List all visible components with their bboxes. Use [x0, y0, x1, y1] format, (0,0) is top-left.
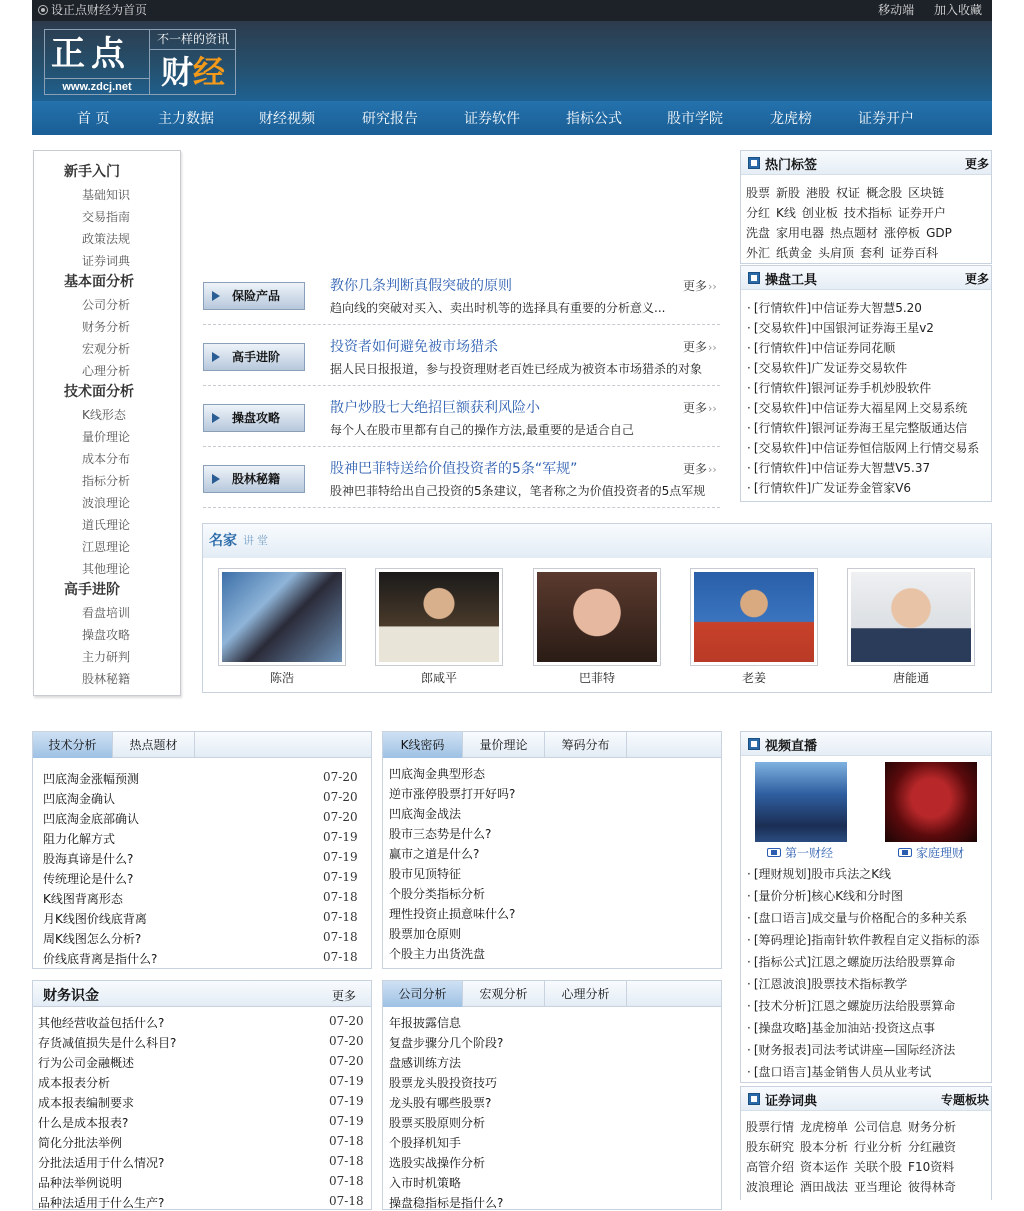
dict-title: 证券词典	[765, 1094, 818, 1109]
tab-hot-topics[interactable]: 热点题材	[113, 732, 195, 758]
sidebar-item[interactable]: 看盘培训	[82, 606, 131, 620]
nav-video[interactable]: 财经视频	[259, 111, 315, 127]
list-item[interactable]: 月K线图价线底背离	[43, 912, 147, 926]
video-panel	[740, 731, 992, 1083]
item-date: 07-19	[323, 830, 358, 844]
dict-row	[746, 1158, 960, 1175]
list-item[interactable]: 价线底背离是指什么?	[43, 952, 158, 966]
logo-slogan: 不一样的资讯	[149, 30, 236, 50]
sidebar-item[interactable]: 成本分布	[82, 452, 131, 466]
sidebar-item[interactable]: 操盘攻略	[82, 628, 131, 642]
expert-photo[interactable]	[690, 568, 818, 666]
item-date: 07-18	[323, 950, 358, 964]
divider	[203, 324, 720, 325]
list-item[interactable]: 股票加仓原则	[389, 927, 462, 941]
sidebar-item[interactable]: 财务分析	[82, 320, 131, 334]
feature-desc: 据人民日报报道，参与投资理财老百姓已经成为被资本市场猎杀的对象	[330, 362, 703, 376]
list-item[interactable]: 凹底淘金战法	[389, 807, 462, 821]
item-date: 07-19	[329, 1114, 364, 1128]
double-chevron-icon: ››	[708, 402, 717, 415]
hot-tags-panel	[740, 150, 992, 264]
video-header	[741, 732, 991, 756]
dict-more[interactable]: 专题板块	[940, 1093, 989, 1107]
video-icon	[748, 738, 760, 750]
list-item[interactable]: 凹底淘金确认	[43, 792, 116, 806]
list-item[interactable]: 赢市之道是什么?	[389, 847, 480, 861]
tool-link[interactable]: · [交易软件]中信证券恒信版网上行情交易系	[747, 439, 991, 456]
feature-title[interactable]: 投资者如何避免被市场猎杀	[330, 339, 498, 355]
sidebar-item[interactable]: 股林秘籍	[82, 672, 131, 686]
hot-tags-title: 热门标签	[765, 158, 818, 173]
dict-link[interactable]: 行业分析	[854, 1140, 903, 1154]
double-chevron-icon: ››	[708, 463, 717, 476]
list-item[interactable]: 存货减值损失是什么科目?	[38, 1036, 177, 1050]
sidebar-item[interactable]: 交易指南	[82, 210, 131, 224]
tag-link[interactable]: 头肩顶	[818, 246, 855, 260]
nav-formula[interactable]: 指标公式	[566, 111, 622, 127]
mobile-link[interactable]: 移动端	[878, 3, 915, 17]
tool-link[interactable]: · [行情软件]银河证券海王星完整版通达信	[747, 419, 991, 436]
video-thumb[interactable]	[755, 762, 847, 842]
list-item[interactable]: 简化分批法举例	[38, 1136, 123, 1150]
dict-link[interactable]: 关联个股	[854, 1160, 903, 1174]
tab-technical-analysis[interactable]: 技术分析	[33, 732, 113, 758]
dict-row	[746, 1118, 962, 1135]
list-item[interactable]: 股票龙头股投资技巧	[389, 1076, 498, 1090]
item-date: 07-20	[329, 1034, 364, 1048]
tag-link[interactable]: 港股	[806, 186, 831, 200]
feature-tag-insurance[interactable]: 保险产品	[203, 282, 305, 310]
tag-link[interactable]: 涨停板	[884, 226, 921, 240]
dict-link[interactable]: 资本运作	[800, 1160, 849, 1174]
dict-link[interactable]: 股东研究	[746, 1140, 795, 1154]
video-item[interactable]: · [操盘攻略]基金加油站·投资这点事	[747, 1019, 991, 1036]
feature-tag-strategy[interactable]: 操盘攻略	[203, 404, 305, 432]
item-date: 07-20	[329, 1054, 364, 1068]
main-nav	[32, 101, 992, 135]
item-date: 07-20	[323, 790, 358, 804]
expert-photo-image	[222, 572, 342, 662]
dict-link[interactable]: 股票行情	[746, 1120, 795, 1134]
item-date: 07-18	[323, 890, 358, 904]
expert-name[interactable]: 巴菲特	[578, 671, 615, 685]
tag-link[interactable]: 新股	[776, 186, 801, 200]
feature-more-link[interactable]	[683, 338, 717, 355]
tool-link[interactable]: · [交易软件]中国银河证券海王星v2	[747, 319, 991, 336]
item-date: 07-19	[329, 1074, 364, 1088]
sidebar-item[interactable]: 其他理论	[82, 562, 131, 576]
sidebar-item[interactable]: 宏观分析	[82, 342, 131, 356]
book-icon	[748, 1093, 760, 1105]
tab-company-analysis[interactable]: 公司分析	[383, 981, 463, 1007]
list-item[interactable]: 凹底淘金典型形态	[389, 767, 486, 781]
item-date: 07-18	[329, 1154, 364, 1168]
set-home-label: 设正点财经为首页	[51, 3, 148, 17]
finance-title: 财务识金	[43, 988, 99, 1004]
list-item[interactable]: K线图背离形态	[43, 892, 123, 906]
tool-link[interactable]: · [行情软件]中信证券同花顺	[747, 339, 991, 356]
tag-link[interactable]: 技术指标	[843, 206, 892, 220]
tag-icon	[748, 157, 760, 169]
video-thumb[interactable]	[885, 762, 977, 842]
item-date: 07-18	[329, 1194, 364, 1208]
expert-photo[interactable]	[847, 568, 975, 666]
video-item[interactable]: · [指标公式]江恩之螺旋历法给股票算命	[747, 953, 991, 970]
tag-link[interactable]: 家用电器	[776, 226, 825, 240]
tools-panel	[740, 265, 992, 502]
tag-row	[746, 184, 950, 201]
dict-link[interactable]: 公司信息	[854, 1120, 903, 1134]
expert-name[interactable]: 唐能通	[892, 671, 929, 685]
feature-desc: 股神巴菲特给出自己投资的5条建议，笔者称之为价值投资者的5点军规	[330, 484, 706, 498]
tools-title: 操盘工具	[765, 273, 818, 288]
more-label: 更多	[683, 340, 708, 354]
list-item[interactable]: 什么是成本报表?	[38, 1116, 129, 1130]
nav-home[interactable]: 首 页	[77, 111, 110, 127]
experts-panel	[202, 523, 992, 693]
hot-tags-header	[741, 151, 991, 175]
sidebar-cat-technical[interactable]: 技术面分析	[64, 384, 134, 400]
logo-url: www.zdcj.net	[45, 78, 149, 95]
feature-desc: 趋向线的突破对买入、卖出时机等的选择具有重要的分析意义...	[330, 301, 666, 315]
divider	[203, 385, 720, 386]
tag-link[interactable]: 分红	[746, 206, 771, 220]
list-item[interactable]: 龙头股有哪些股票?	[389, 1096, 492, 1110]
dict-row	[746, 1178, 962, 1195]
dict-link[interactable]: F10资料	[908, 1160, 955, 1174]
feature-title[interactable]: 散户炒股七大绝招巨额获利风险小	[330, 400, 540, 416]
video-label: 第一财经	[785, 846, 834, 860]
dict-link[interactable]: 酒田战法	[800, 1180, 849, 1194]
feature-more-link[interactable]	[683, 460, 717, 477]
tag-link[interactable]: 纸黄金	[776, 246, 813, 260]
list-item[interactable]: 操盘稳指标是指什么?	[389, 1196, 504, 1210]
tools-header	[741, 266, 991, 290]
favorite-link[interactable]: 加入收藏	[933, 3, 982, 17]
tag-link[interactable]: 创业板	[801, 206, 838, 220]
tag-row	[746, 204, 952, 221]
tag-link[interactable]: 概念股	[866, 186, 903, 200]
experts-header	[203, 524, 991, 558]
video-item[interactable]: · [筹码理论]指南针软件教程自定义指标的添	[747, 931, 991, 948]
list-item[interactable]: 股票买股原则分析	[389, 1116, 486, 1130]
dict-link[interactable]: 分红融资	[908, 1140, 957, 1154]
item-date: 07-18	[329, 1174, 364, 1188]
logo-cai: 财	[160, 53, 193, 91]
list-item[interactable]: 逆市涨停股票打开好吗?	[389, 787, 516, 801]
video-item[interactable]: · [盘口语言]成交量与价格配合的多种关系	[747, 909, 991, 926]
list-item[interactable]: 个股分类指标分析	[389, 887, 486, 901]
video-item[interactable]: · [理财规划]股市兵法之K线	[747, 865, 991, 882]
nav-account[interactable]: 证券开户	[858, 111, 914, 127]
sidebar-item[interactable]: 量价理论	[82, 430, 131, 444]
sidebar-item[interactable]: 江恩理论	[82, 540, 131, 554]
list-item[interactable]: 凹底淘金底部确认	[43, 812, 140, 826]
tag-link[interactable]: 热点题材	[830, 226, 879, 240]
list-item[interactable]: 个股主力出货洗盘	[389, 947, 486, 961]
list-item[interactable]: 周K线图怎么分析?	[43, 932, 142, 946]
list-item[interactable]: 行为公司金融概述	[38, 1056, 135, 1070]
item-date: 07-18	[323, 910, 358, 924]
tag-link[interactable]: 外汇	[746, 246, 771, 260]
tab-bar	[383, 981, 721, 1007]
feature-tag-secrets[interactable]: 股林秘籍	[203, 465, 305, 493]
list-item[interactable]: 其他经营收益包括什么?	[38, 1016, 165, 1030]
sidebar-item[interactable]: K线形态	[82, 408, 126, 422]
tv-icon	[767, 848, 781, 857]
list-item[interactable]: 入市时机策略	[389, 1176, 462, 1190]
tool-link[interactable]: · [交易软件]中信证券大福星网上交易系统	[747, 399, 991, 416]
item-date: 07-19	[329, 1094, 364, 1108]
logo-jing: 经	[193, 53, 226, 91]
divider	[203, 446, 720, 447]
item-date: 07-20	[329, 1014, 364, 1028]
tools-more[interactable]: 更多	[964, 272, 989, 286]
video-item[interactable]: · [江恩波浪]股票技术指标教学	[747, 975, 991, 992]
site-logo[interactable]	[44, 29, 236, 95]
video-title: 视频直播	[765, 739, 818, 754]
sidebar-cat-beginner[interactable]: 新手入门	[64, 164, 120, 180]
video-link[interactable]	[767, 844, 833, 861]
tool-link[interactable]: · [交易软件]广发证券交易软件	[747, 359, 991, 376]
nav-software[interactable]: 证券软件	[464, 111, 520, 127]
kline-panel	[382, 731, 722, 969]
finance-panel	[32, 980, 372, 1210]
list-item[interactable]: 股市见顶特征	[389, 867, 462, 881]
tab-chip-distribution[interactable]: 筹码分布	[545, 732, 627, 758]
sidebar-item[interactable]: 主力研判	[82, 650, 131, 664]
nav-academy[interactable]: 股市学院	[667, 111, 723, 127]
tag-link[interactable]: 证券开户	[897, 206, 946, 220]
more-label: 更多	[683, 279, 708, 293]
sidebar-cat-fundamental[interactable]: 基本面分析	[64, 274, 134, 290]
tag-row	[746, 244, 944, 261]
feature-more-link[interactable]	[683, 277, 717, 294]
dict-link[interactable]: 亚当理论	[854, 1180, 903, 1194]
sidebar-item[interactable]: 波浪理论	[82, 496, 131, 510]
list-item[interactable]: 股市三态势是什么?	[389, 827, 492, 841]
feature-tag-advanced[interactable]: 高手进阶	[203, 343, 305, 371]
double-chevron-icon: ››	[708, 341, 717, 354]
video-item[interactable]: · [财务报表]司法考试讲座—国际经济法	[747, 1041, 991, 1058]
expert-name[interactable]: 老姜	[741, 671, 766, 685]
feature-title[interactable]: 教你几条判断真假突破的原则	[330, 278, 512, 294]
dict-link[interactable]: 财务分析	[908, 1120, 957, 1134]
expert-photo-image	[851, 572, 971, 662]
item-date: 07-18	[329, 1134, 364, 1148]
tool-link[interactable]: · [行情软件]中信证券大智慧V5.37	[747, 459, 991, 476]
tool-icon	[748, 272, 760, 284]
logo-caijing	[149, 50, 236, 95]
sidebar-item[interactable]: 基础知识	[82, 188, 131, 202]
sidebar-item[interactable]: 公司分析	[82, 298, 131, 312]
set-home-link[interactable]	[38, 0, 147, 21]
tag-link[interactable]: 区块链	[908, 186, 945, 200]
list-item[interactable]: 盘感训练方法	[389, 1056, 462, 1070]
header	[32, 21, 992, 101]
more-label: 更多	[683, 462, 708, 476]
item-date: 07-18	[323, 930, 358, 944]
video-item[interactable]: · [量价分析]核心K线和分时图	[747, 887, 991, 904]
list-item[interactable]: 复盘步骤分几个阶段?	[389, 1036, 504, 1050]
tag-link[interactable]: GDP	[926, 226, 952, 240]
finance-more[interactable]: 更多	[331, 989, 356, 1003]
experts-subtitle: 讲堂	[243, 534, 271, 547]
expert-photo-image	[694, 572, 814, 662]
tool-link[interactable]: · [行情软件]中信证券大智慧5.20	[747, 299, 991, 316]
video-item[interactable]: · [盘口语言]基金销售人员从业考试	[747, 1063, 991, 1080]
expert-name[interactable]: 郎咸平	[420, 671, 457, 685]
tag-link[interactable]: K线	[776, 206, 796, 220]
feature-desc: 每个人在股市里都有自己的操作方法,最重要的是适合自己	[330, 423, 634, 437]
dict-header	[741, 1087, 991, 1111]
tab-kline-code[interactable]: K线密码	[383, 732, 463, 758]
sidebar-item[interactable]: 道氏理论	[82, 518, 131, 532]
list-item[interactable]: 阻力化解方式	[43, 832, 116, 846]
securities-dict-panel	[740, 1086, 992, 1200]
tool-link[interactable]: · [行情软件]银河证券手机炒股软件	[747, 379, 991, 396]
dict-link[interactable]: 股本分析	[800, 1140, 849, 1154]
list-item[interactable]: 传统理论是什么?	[43, 872, 134, 886]
tag-link[interactable]: 洗盘	[746, 226, 771, 240]
technical-analysis-panel	[32, 731, 372, 969]
feature-title[interactable]: 股神巴菲特送给价值投资者的5条“军规”	[330, 461, 578, 477]
tab-macro-analysis[interactable]: 宏观分析	[463, 981, 545, 1007]
list-item[interactable]: 分批法适用于什么情况?	[38, 1156, 165, 1170]
sidebar-item[interactable]: 心理分析	[82, 364, 131, 378]
expert-photo[interactable]	[375, 568, 503, 666]
tag-link[interactable]: 套利	[860, 246, 885, 260]
expert-photo-image	[537, 572, 657, 662]
item-date: 07-19	[323, 870, 358, 884]
tag-row	[746, 224, 958, 241]
expert-photo-image	[379, 572, 499, 662]
expert-photo[interactable]	[218, 568, 346, 666]
tab-volume-price[interactable]: 量价理论	[463, 732, 545, 758]
nav-main-data[interactable]: 主力数据	[158, 111, 214, 127]
feature-more-link[interactable]	[683, 399, 717, 416]
item-date: 07-20	[323, 810, 358, 824]
sidebar-item[interactable]: 指标分析	[82, 474, 131, 488]
dict-row	[746, 1138, 962, 1155]
tab-psychology-analysis[interactable]: 心理分析	[545, 981, 627, 1007]
list-item[interactable]: 成本报表编制要求	[38, 1096, 135, 1110]
list-item[interactable]: 凹底淘金涨幅预测	[43, 772, 140, 786]
list-item[interactable]: 股海真谛是什么?	[43, 852, 134, 866]
list-item[interactable]: 品种法举例说明	[38, 1176, 123, 1190]
divider	[203, 507, 720, 508]
dict-link[interactable]: 龙虎榜单	[800, 1120, 849, 1134]
item-date: 07-20	[323, 770, 358, 784]
list-item[interactable]: 个股择机知手	[389, 1136, 462, 1150]
tag-link[interactable]: 股票	[746, 186, 771, 200]
sidebar-item[interactable]: 证券词典	[82, 254, 131, 268]
list-item[interactable]: 品种法适用于什么生产?	[38, 1196, 165, 1210]
tag-link[interactable]: 证券百科	[890, 246, 939, 260]
logo-main-text: 正点	[51, 34, 131, 74]
sidebar-cat-advanced[interactable]: 高手进阶	[64, 582, 120, 598]
home-icon	[38, 5, 48, 15]
item-date: 07-19	[323, 850, 358, 864]
left-sidebar	[33, 150, 181, 696]
tab-bar	[383, 732, 721, 758]
tag-link[interactable]: 权证	[836, 186, 861, 200]
dict-link[interactable]: 彼得林奇	[908, 1180, 957, 1194]
video-item[interactable]: · [技术分析]江恩之螺旋历法给股票算命	[747, 997, 991, 1014]
nav-research[interactable]: 研究报告	[362, 111, 418, 127]
double-chevron-icon: ››	[708, 280, 717, 293]
list-item[interactable]: 成本报表分析	[38, 1076, 111, 1090]
sidebar-item[interactable]: 政策法规	[82, 232, 131, 246]
expert-name[interactable]: 陈浩	[269, 671, 294, 685]
dict-link[interactable]: 波浪理论	[746, 1180, 795, 1194]
list-item[interactable]: 理性投资止损意味什么?	[389, 907, 516, 921]
finance-header	[33, 981, 371, 1007]
video-label: 家庭理财	[916, 846, 965, 860]
nav-dragon-tiger[interactable]: 龙虎榜	[770, 111, 812, 127]
video-link[interactable]	[898, 844, 964, 861]
list-item[interactable]: 年报披露信息	[389, 1016, 462, 1030]
list-item[interactable]: 选股实战操作分析	[389, 1156, 486, 1170]
expert-photo[interactable]	[533, 568, 661, 666]
tv-icon	[898, 848, 912, 857]
tab-bar	[33, 732, 371, 758]
more-label: 更多	[683, 401, 708, 415]
hot-tags-more[interactable]: 更多	[964, 157, 989, 171]
dict-link[interactable]: 高管介绍	[746, 1160, 795, 1174]
company-analysis-panel	[382, 980, 722, 1210]
tool-link[interactable]: · [行情软件]广发证券金管家V6	[747, 479, 991, 496]
top-bar	[32, 0, 992, 21]
experts-title: 名家	[209, 533, 237, 549]
